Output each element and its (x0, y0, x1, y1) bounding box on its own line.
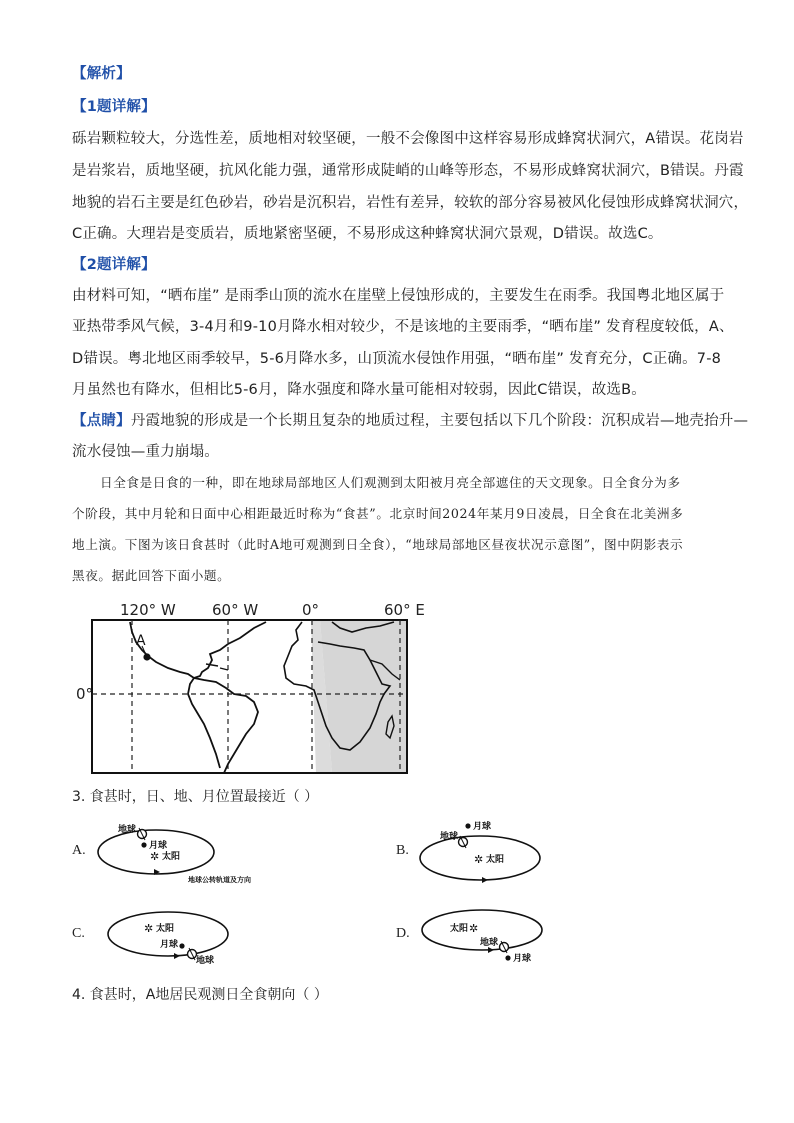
moon-icon (505, 955, 510, 960)
earth-label: 地球 (118, 825, 137, 835)
sun-label: 太阳 (162, 852, 181, 862)
q2-line-3: D错误。粤北地区雨季较早，5-6月降水多，山顶流水侵蚀作用强，“晒布崖” 发育充分，C正确。7-8 (72, 351, 722, 367)
tip-header: 【点睛】 (72, 413, 131, 429)
tip-text-1: 丹霞地貌的形成是一个长期且复杂的地质过程，主要包括以下几个阶段：沉积成岩—地壳抬升— (130, 413, 749, 429)
sun-label: 太阳 (156, 924, 175, 934)
day-night-map (70, 598, 430, 776)
sun-label: 太阳 (486, 855, 505, 865)
earth-label: 地球 (196, 956, 215, 966)
earth-label: 地球 (440, 832, 459, 842)
orbit-direction-arrow (482, 877, 488, 883)
tip-line-1 (72, 411, 748, 431)
q2-line-1: 由材料可知，“晒布崖” 是雨季山顶的流水在崖壁上侵蚀形成的，主要发生在雨季。我国粤北地区属于 (72, 288, 725, 304)
point-a-label: A (136, 633, 146, 649)
moon-label: 月球 (513, 954, 532, 964)
option-b-label[interactable]: B. (396, 843, 409, 858)
q1-line-2: 是岩浆岩，质地坚硬，抗风化能力强，通常形成陡峭的山峰等形态，不易形成蜂窝状洞穴，B错误。丹霞 (72, 163, 744, 179)
lat-label-equator: 0° (76, 685, 94, 703)
sun-icon: ✲ (144, 922, 154, 935)
passage-line-4: 黑夜。据此回答下面小题。 (72, 568, 231, 583)
moon-icon (179, 943, 184, 948)
lon-label-120w: 120° W (120, 601, 176, 619)
passage-line-1: 日全食是日食的一种，即在地球局部地区人们观测到太阳被月亮全部遮住的天文现象。日全食分为多 (100, 475, 681, 490)
analysis-header: 【解析】 (72, 66, 131, 82)
south-america-outline (188, 678, 258, 773)
north-america-outline (130, 622, 266, 678)
q1-line-3: 地貌的岩石主要是红色砂岩，砂岩是沉积岩，岩性有差异，较软的部分容易被风化侵蚀形成蜂窝状洞穴， (72, 195, 749, 211)
sun-icon: ✲ (469, 922, 479, 935)
q2-detail-header: 【2题详解】 (72, 257, 156, 273)
sun-icon: ✲ (150, 850, 160, 863)
option-a-diagram[interactable] (96, 818, 296, 888)
option-d-diagram[interactable] (420, 906, 560, 968)
q1-line-1: 砾岩颗粒较大，分选性差，质地相对较坚硬，一般不会像图中这样容易形成蜂窝状洞穴，A错误。花岗岩 (72, 131, 744, 147)
moon-label: 月球 (149, 841, 168, 851)
option-c-diagram[interactable] (104, 906, 244, 968)
moon-icon (465, 823, 470, 828)
lon-label-60w: 60° W (212, 601, 259, 619)
option-d-label[interactable]: D. (396, 926, 410, 941)
q1-detail-header: 【1题详解】 (72, 99, 156, 115)
q2-line-2: 亚热带季风气候，3-4月和9-10月降水相对较少，不是该地的主要雨季，“晒布崖” 发育程度较低，A、 (72, 319, 734, 335)
q1-line-4: C正确。大理岩是变质岩，质地紧密坚硬，不易形成这种蜂窝状洞穴景观，D错误。故选C。 (72, 226, 663, 242)
earth-label: 地球 (480, 938, 499, 948)
sun-label: 太阳 (450, 924, 469, 934)
tip-line-2: 流水侵蚀—重力崩塌。 (72, 444, 219, 460)
question-4: 4. 食甚时，A地居民观测日全食朝向（ ） (72, 987, 328, 1003)
orbit-direction-arrow (174, 953, 180, 959)
moon-icon (141, 842, 146, 847)
option-b-diagram[interactable] (416, 815, 556, 887)
option-c-label[interactable]: C. (72, 926, 85, 941)
night-area (320, 620, 407, 773)
moon-label: 月球 (160, 940, 179, 950)
map-frame (92, 620, 407, 773)
moon-label: 月球 (473, 822, 492, 832)
option-a-label[interactable]: A. (72, 843, 86, 858)
lon-label-0: 0° (302, 601, 320, 619)
sun-icon: ✲ (474, 853, 484, 866)
question-3: 3. 食甚时，日、地、月位置最接近（ ） (72, 789, 319, 805)
q2-line-4: 月虽然也有降水，但相比5-6月，降水强度和降水量可能相对较弱，因此C错误，故选B。 (72, 382, 646, 398)
orbit-caption: 地球公转轨道及方向 (188, 876, 251, 884)
passage-line-2: 个阶段，其中月轮和日面中心相距最近时称为“食甚”。北京时间2024年某月9日凌晨，日全食在北美洲多 (72, 506, 684, 521)
passage-line-3: 地上演。下图为该日食甚时（此时A地可观测到日全食），“地球局部地区昼夜状况示意图”，图中阴影表示 (72, 537, 684, 552)
lon-label-60e: 60° E (384, 601, 425, 619)
